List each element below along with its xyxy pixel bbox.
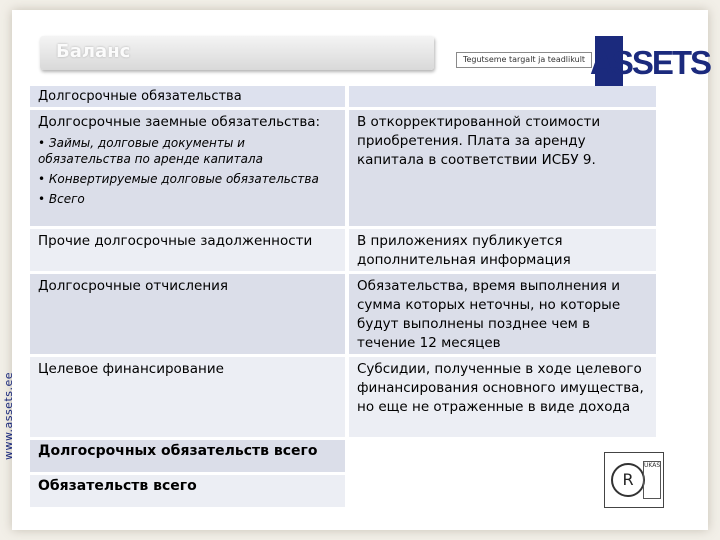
page-title: Баланс [56, 41, 131, 62]
table-row [30, 229, 656, 271]
list-item: • Конвертируемые долговые обязательства [38, 171, 337, 187]
row-label: Прочие долгосрочные задолженности [30, 229, 345, 271]
title-bar [40, 36, 434, 70]
side-url: www.assets.ee [2, 371, 15, 460]
table-head: Долгосрочные обязательства [30, 86, 345, 107]
registered-icon: R [611, 463, 645, 497]
certification-stamp [604, 452, 664, 508]
total-label: Обязательств всего [30, 475, 345, 507]
row-label: Долгосрочные заемные обязательства: [38, 114, 321, 130]
list-item: • Займы, долговые документы и обязательства по аренде капитала [38, 135, 337, 167]
total-long-label: Долгосрочных обязательств всего [30, 440, 345, 472]
row-desc: В откорректированной стоимости приобретения. Плата за аренду капитала в соответствии ИСБУ 9. [349, 110, 656, 226]
row-desc: Субсидии, полученные в ходе целевого финансирования основного имущества, но еще не отраженные в виде дохода [349, 357, 656, 437]
logo: ASSETS [590, 44, 711, 81]
row-desc: В приложениях публикуется дополнительная информация [349, 229, 656, 271]
table-row [30, 274, 656, 354]
tagline: Tegutseme targalt ja teadlikult [456, 52, 592, 68]
table-header-row [30, 86, 656, 107]
table-row [30, 110, 656, 226]
list-item: • Всего [38, 191, 337, 207]
ukas-icon: UKAS [643, 461, 661, 499]
table-row [30, 357, 656, 437]
total-long-row [30, 440, 656, 472]
balance-table [30, 86, 656, 510]
total-row [30, 475, 656, 507]
row-label: Целевое финансирование [30, 357, 345, 437]
row-label: Долгосрочные отчисления [30, 274, 345, 354]
row-desc: Обязательства, время выполнения и сумма которых неточны, но которые будут выполнены позднее чем в течение 12 месяцев [349, 274, 656, 354]
